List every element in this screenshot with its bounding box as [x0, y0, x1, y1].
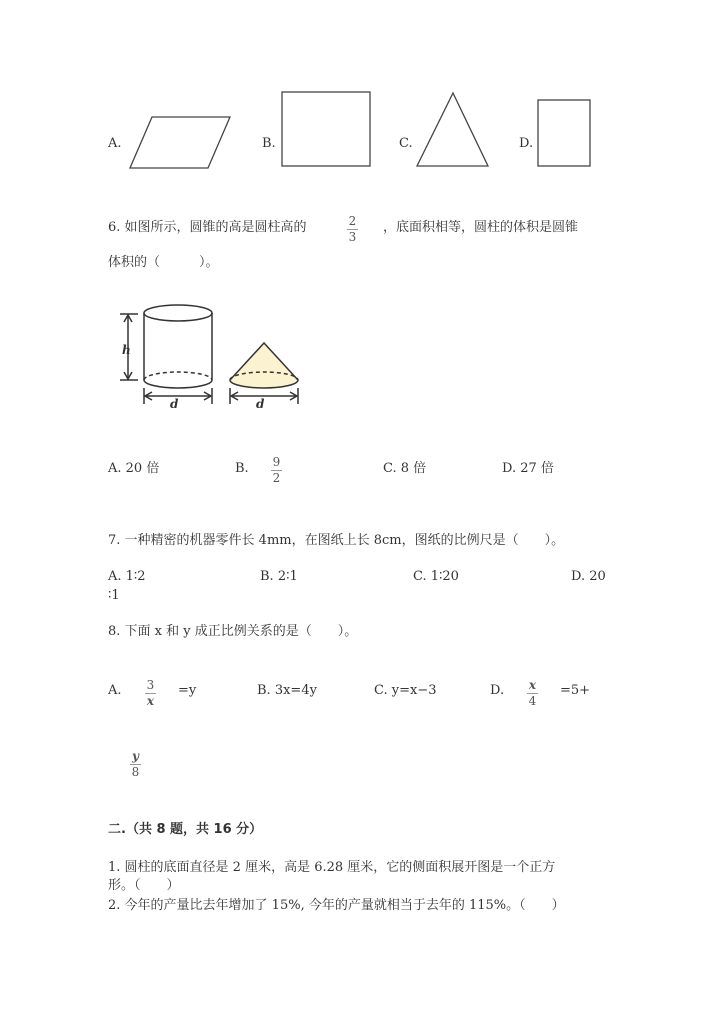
denominator: 3 [348, 230, 357, 244]
q5-option-b[interactable]: B. [262, 136, 276, 151]
denominator: 8 [131, 765, 140, 779]
q5-option-d[interactable]: D. [519, 136, 534, 151]
square-shape [282, 92, 370, 166]
q6-option-a[interactable]: A. 20 倍 [108, 461, 160, 476]
q6-option-b-fraction [271, 456, 282, 485]
q7-option-d[interactable]: D. 20 [571, 569, 606, 584]
q6-option-d[interactable]: D. 27 倍 [502, 461, 554, 476]
q8-option-b[interactable]: B. 3x=4y [257, 683, 317, 698]
tf-item-2: 2. 今年的产量比去年增加了 15%, 今年的产量就相当于去年的 115%。（ ） [108, 898, 565, 913]
cone-diagram [230, 343, 298, 404]
numerator: 9 [272, 455, 281, 469]
tf-item-1: 1. 圆柱的底面直径是 2 厘米，高是 6.28 厘米，它的侧面积展开图是一个正方 [108, 860, 556, 875]
numerator: y [132, 749, 139, 763]
q6-option-c[interactable]: C. 8 倍 [383, 461, 427, 476]
triangle-shape [417, 93, 488, 166]
q7-option-d-continued: ∶1 [108, 588, 120, 603]
q8-option-d[interactable]: D. [490, 683, 505, 698]
denominator: 2 [272, 471, 281, 485]
q6-text-part1: 6. 如图所示，圆锥的高是圆柱高的 [108, 220, 307, 235]
q6-text-part2: ，底面积相等，圆柱的体积是圆锥 [383, 220, 579, 235]
q8-option-c[interactable]: C. y=x−3 [374, 683, 437, 698]
cylinder-diagram [120, 305, 212, 404]
q7-option-c[interactable]: C. 1∶20 [413, 569, 459, 584]
q7-option-b[interactable]: B. 2∶1 [260, 569, 298, 584]
q8-option-a-rest: =y [178, 683, 197, 698]
parallelogram-shape [130, 117, 230, 168]
tf-item-1-cont: 形。（ ） [108, 878, 180, 893]
denominator: 4 [528, 694, 537, 708]
numerator: x [528, 678, 537, 692]
q6-text-line2: 体积的（ ）。 [108, 255, 219, 270]
q8-option-a[interactable]: A. [108, 683, 122, 698]
q8-option-d-fraction2 [130, 750, 141, 779]
numerator: 2 [348, 214, 357, 228]
q8-option-a-fraction [145, 679, 156, 708]
diameter-label-cylinder: d [170, 397, 179, 411]
q8-text: 8. 下面 x 和 y 成正比例关系的是（ ）。 [108, 624, 358, 639]
diameter-label-cone: d [256, 397, 265, 411]
q7-option-a[interactable]: A. 1∶2 [108, 569, 146, 584]
section-title: 二.（共 8 题，共 16 分） [108, 822, 263, 837]
q7-text: 7. 一种精密的机器零件长 4mm，在图纸上长 8cm，图纸的比例尺是（ ）。 [108, 533, 565, 548]
numerator: 3 [146, 678, 155, 692]
q6-option-b[interactable]: B. [235, 461, 249, 476]
q8-option-d-rest: =5+ [560, 683, 591, 698]
height-label: h [122, 343, 131, 357]
q8-option-d-fraction [527, 679, 538, 708]
q5-option-c[interactable]: C. [399, 136, 413, 151]
q6-fraction [347, 215, 358, 244]
q5-option-a[interactable]: A. [108, 136, 122, 151]
denominator: x [146, 694, 155, 708]
rectangle-shape [538, 100, 590, 166]
